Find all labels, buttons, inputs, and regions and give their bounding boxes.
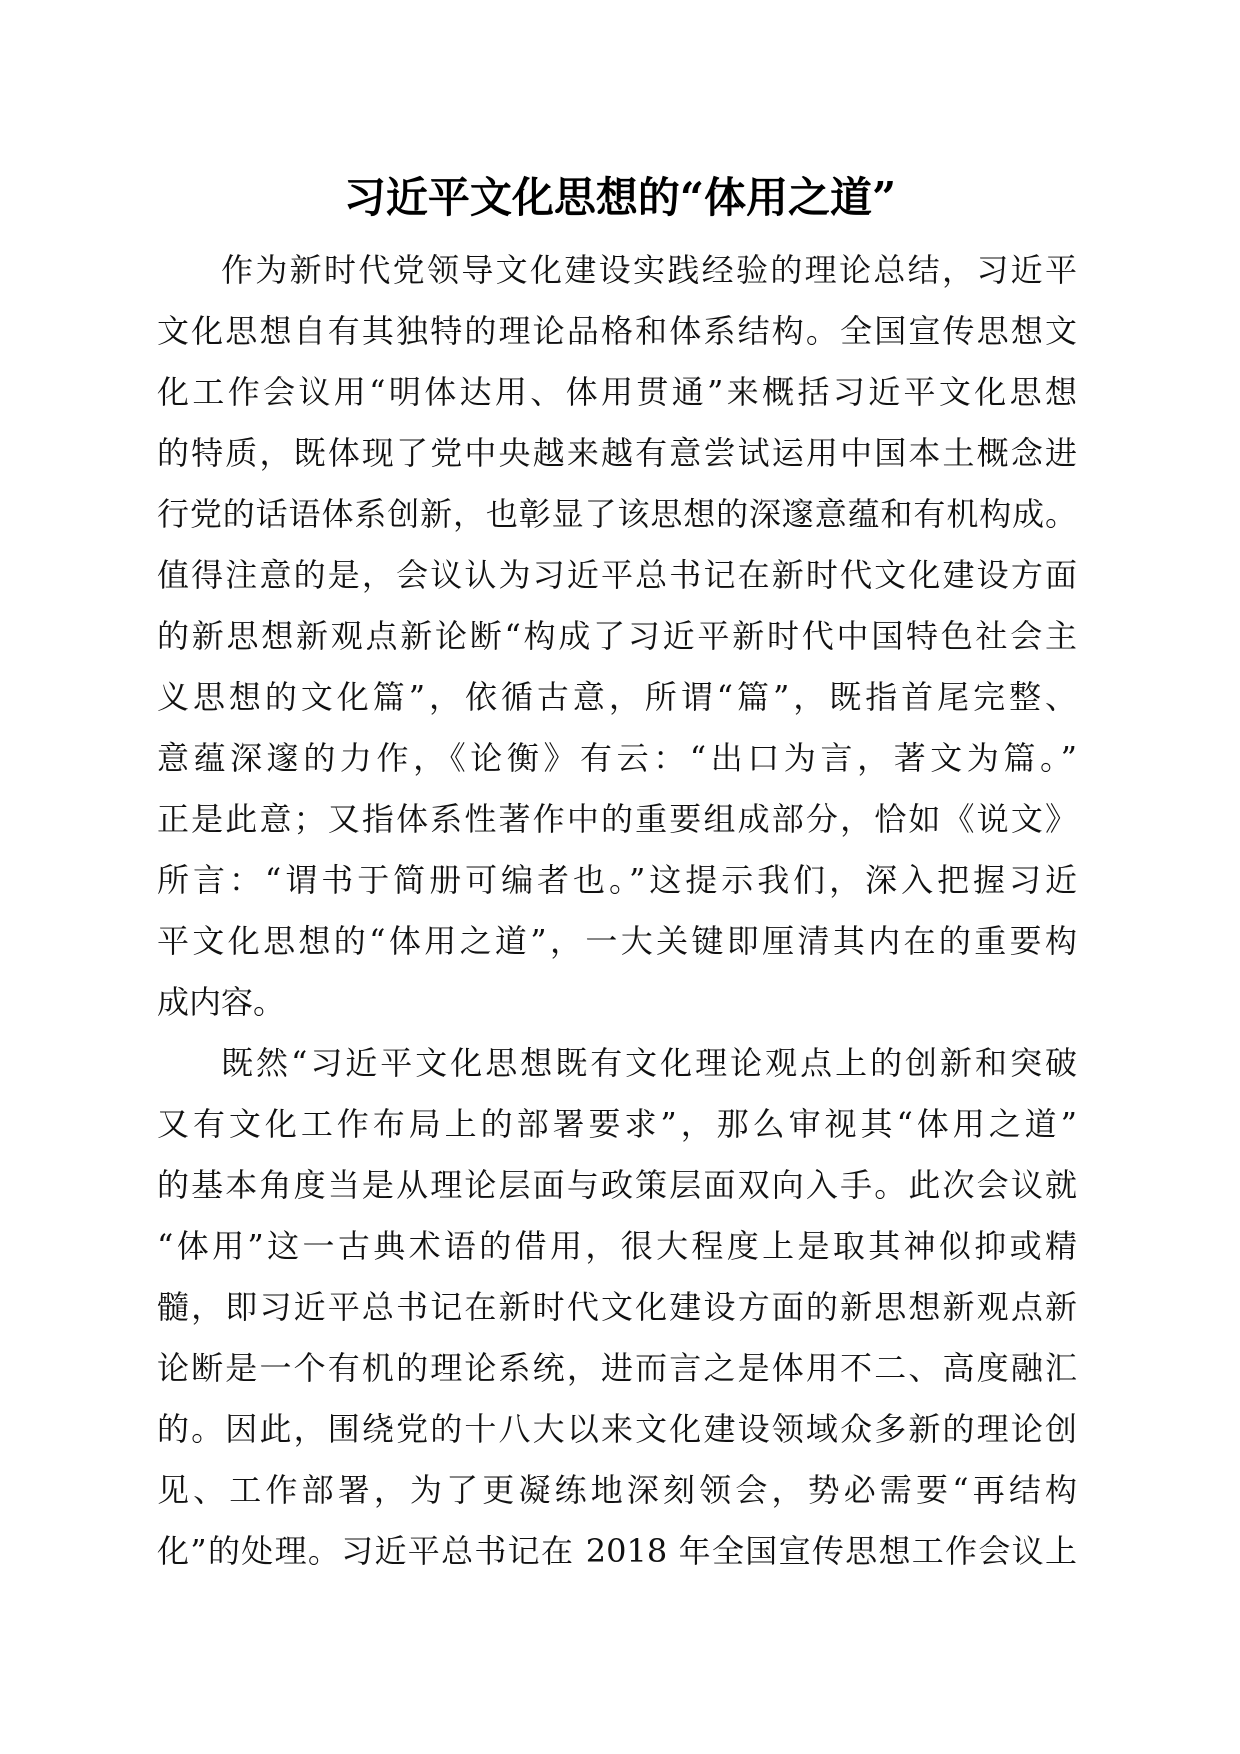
document-body: [157, 240, 1077, 1582]
text-line: 髓，即习近平总书记在新时代文化建设方面的新思想新观点新: [157, 1288, 1077, 1326]
text-line: 又有文化工作布局上的部署要求”，那么审视其“体用之道”: [157, 1105, 1077, 1143]
paragraph: [157, 1033, 1077, 1582]
text-line: 成内容。: [157, 983, 286, 1021]
text-line: 意蕴深邃的力作，《论衡》有云：“出口为言，著文为篇。”: [157, 739, 1077, 777]
text-line: 的新思想新观点新论断“构成了习近平新时代中国特色社会主: [157, 617, 1077, 655]
text-line: 化”的处理。习近平总书记在 2018 年全国宣传思想工作会议上: [157, 1532, 1077, 1570]
text-line: 论断是一个有机的理论系统，进而言之是体用不二、高度融汇: [157, 1349, 1077, 1387]
text-line: 正是此意；又指体系性著作中的重要组成部分，恰如《说文》: [157, 800, 1077, 838]
document-title: 习近平文化思想的“体用之道”: [343, 173, 897, 222]
text-line: 化工作会议用“明体达用、体用贯通”来概括习近平文化思想: [157, 373, 1077, 411]
text-line: 值得注意的是，会议认为习近平总书记在新时代文化建设方面: [157, 556, 1077, 594]
text-line: 文化思想自有其独特的理论品格和体系结构。全国宣传思想文: [157, 312, 1077, 350]
text-line: 既然“习近平文化思想既有文化理论观点上的创新和突破: [221, 1044, 1077, 1082]
text-line: 所言：“谓书于简册可编者也。”这提示我们，深入把握习近: [157, 861, 1077, 899]
text-line: 的。因此，围绕党的十八大以来文化建设领域众多新的理论创: [157, 1410, 1077, 1448]
text-line: 的特质，既体现了党中央越来越有意尝试运用中国本土概念进: [157, 434, 1077, 472]
text-line: 见、工作部署，为了更凝练地深刻领会，势必需要“再结构: [157, 1471, 1077, 1509]
paragraph: [157, 240, 1077, 1033]
text-line: 行党的话语体系创新，也彰显了该思想的深邃意蕴和有机构成。: [157, 495, 1077, 533]
text-line: 的基本角度当是从理论层面与政策层面双向入手。此次会议就: [157, 1166, 1077, 1204]
text-line: 作为新时代党领导文化建设实践经验的理论总结，习近平: [221, 251, 1077, 289]
text-line: “体用”这一古典术语的借用，很大程度上是取其神似抑或精: [157, 1227, 1077, 1265]
text-line: 平文化思想的“体用之道”，一大关键即厘清其内在的重要构: [157, 922, 1077, 960]
text-line: 义思想的文化篇”，依循古意，所谓“篇”，既指首尾完整、: [157, 678, 1077, 716]
